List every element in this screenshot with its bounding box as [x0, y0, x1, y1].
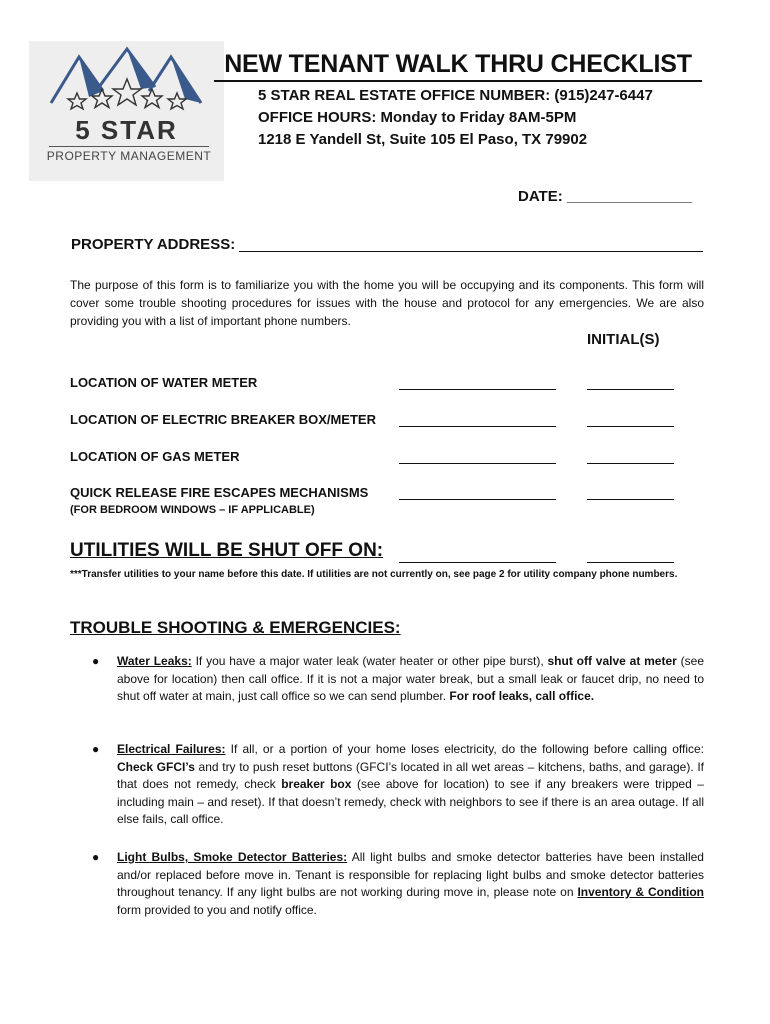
check-gfci-bold: Check GFCI’s: [117, 759, 195, 774]
roof-leaks-bold: For roof leaks, call office.: [449, 689, 595, 703]
electrical-failures-heading: Electrical Failures:: [117, 742, 226, 756]
logo-tagline: PROPERTY MANAGEMENT: [46, 149, 212, 163]
utilities-initial-field[interactable]: [587, 562, 674, 563]
light-bulbs-item: [117, 849, 704, 919]
breaker-box-bold: breaker box: [281, 777, 352, 791]
title-underline: [214, 80, 702, 82]
office-number: 5 STAR REAL ESTATE OFFICE NUMBER: (915)247-6447: [258, 87, 653, 104]
location-field-electric[interactable]: [399, 426, 556, 427]
office-hours: OFFICE HOURS: Monday to Friday 8AM-5PM: [258, 109, 577, 126]
electrical-text: If all, or a portion of your home loses electricity, do the following before calling office:: [225, 742, 704, 756]
location-label-electric: LOCATION OF ELECTRIC BREAKER BOX/METER: [70, 412, 376, 427]
initials-header: INITIAL(S): [587, 331, 660, 348]
water-leaks-heading: Water Leaks:: [117, 654, 192, 668]
utilities-note: ***Transfer utilities to your name before this date. If utilities are not currently on, see page 2 for utility company phone numbers.: [70, 569, 678, 580]
logo-company-name: 5 STAR: [75, 115, 178, 145]
troubleshooting-title: TROUBLE SHOOTING & EMERGENCIES:: [70, 618, 401, 637]
electrical-text-2: and try to push reset buttons (GFCI’s located in all wet areas – kitchens, baths, and garage). If that does not remedy, check: [117, 759, 704, 791]
company-logo: [29, 41, 224, 181]
fire-escape-note: (FOR BEDROOM WINDOWS – IF APPLICABLE): [70, 504, 315, 516]
purpose-paragraph: The purpose of this form is to familiarize you with the home you will be occupying and its components. This form will cover some trouble shooting procedures for issues with the house and protocol for any emergencies. We are also providing you with a list of important phone numbers.: [70, 278, 704, 328]
location-field-gas[interactable]: [399, 463, 556, 464]
light-bulbs-text-2: form provided to you and notify office.: [117, 902, 317, 917]
property-address-field[interactable]: [239, 251, 703, 252]
utilities-title: UTILITIES WILL BE SHUT OFF ON:: [70, 540, 384, 561]
water-leaks-item: [117, 653, 704, 706]
water-leaks-text: If you have a major water leak (water heater or other pipe burst),: [191, 654, 548, 668]
water-shutoff-bold: shut off valve at meter: [547, 654, 677, 668]
location-field-fire-escape[interactable]: [399, 499, 556, 500]
initial-field-electric[interactable]: [587, 426, 674, 427]
electrical-text-3: (see above for location) to see if any breakers were tripped – including main – and reset). If that doesn’t remedy, check with neighbors to see if there is an area outage. If all else fails, call office.: [117, 777, 704, 826]
bullet-icon: ●: [92, 654, 100, 668]
electrical-failures-item: [117, 741, 704, 829]
utilities-date-field[interactable]: [399, 562, 556, 563]
water-leaks-text-2: (see above for location) then call office. If it is not a major water break, but a small leak or faucet drip, no need to shut off water at main, just call office so we can send plumber.: [117, 654, 704, 703]
property-address-label: PROPERTY ADDRESS:: [71, 236, 236, 253]
initial-field-water[interactable]: [587, 389, 674, 390]
light-bulbs-text: All light bulbs and smoke detector batteries have been installed and/or replaced before move in. Tenant is responsible for replacing light bulbs and smoke detector batteries throughout tenancy. If any light bulbs are not working during move in, please note on: [117, 850, 704, 899]
bullet-icon: ●: [92, 850, 100, 864]
date-field[interactable]: DATE: _______________: [518, 188, 693, 205]
location-label-water: LOCATION OF WATER METER: [70, 375, 258, 390]
initial-field-gas[interactable]: [587, 463, 674, 464]
light-bulbs-heading: Light Bulbs, Smoke Detector Batteries:: [117, 850, 348, 864]
location-label-fire-escape: QUICK RELEASE FIRE ESCAPES MECHANISMS: [70, 485, 369, 500]
location-field-water[interactable]: [399, 389, 556, 390]
initial-field-fire-escape[interactable]: [587, 499, 674, 500]
logo-divider: [49, 146, 209, 147]
bullet-icon: ●: [92, 742, 100, 756]
office-address: 1218 E Yandell St, Suite 105 El Paso, TX 79902: [258, 131, 588, 148]
location-label-gas: LOCATION OF GAS METER: [70, 449, 240, 464]
page-title: NEW TENANT WALK THRU CHECKLIST: [224, 50, 692, 78]
inventory-condition-link: Inventory & Condition: [577, 885, 704, 899]
